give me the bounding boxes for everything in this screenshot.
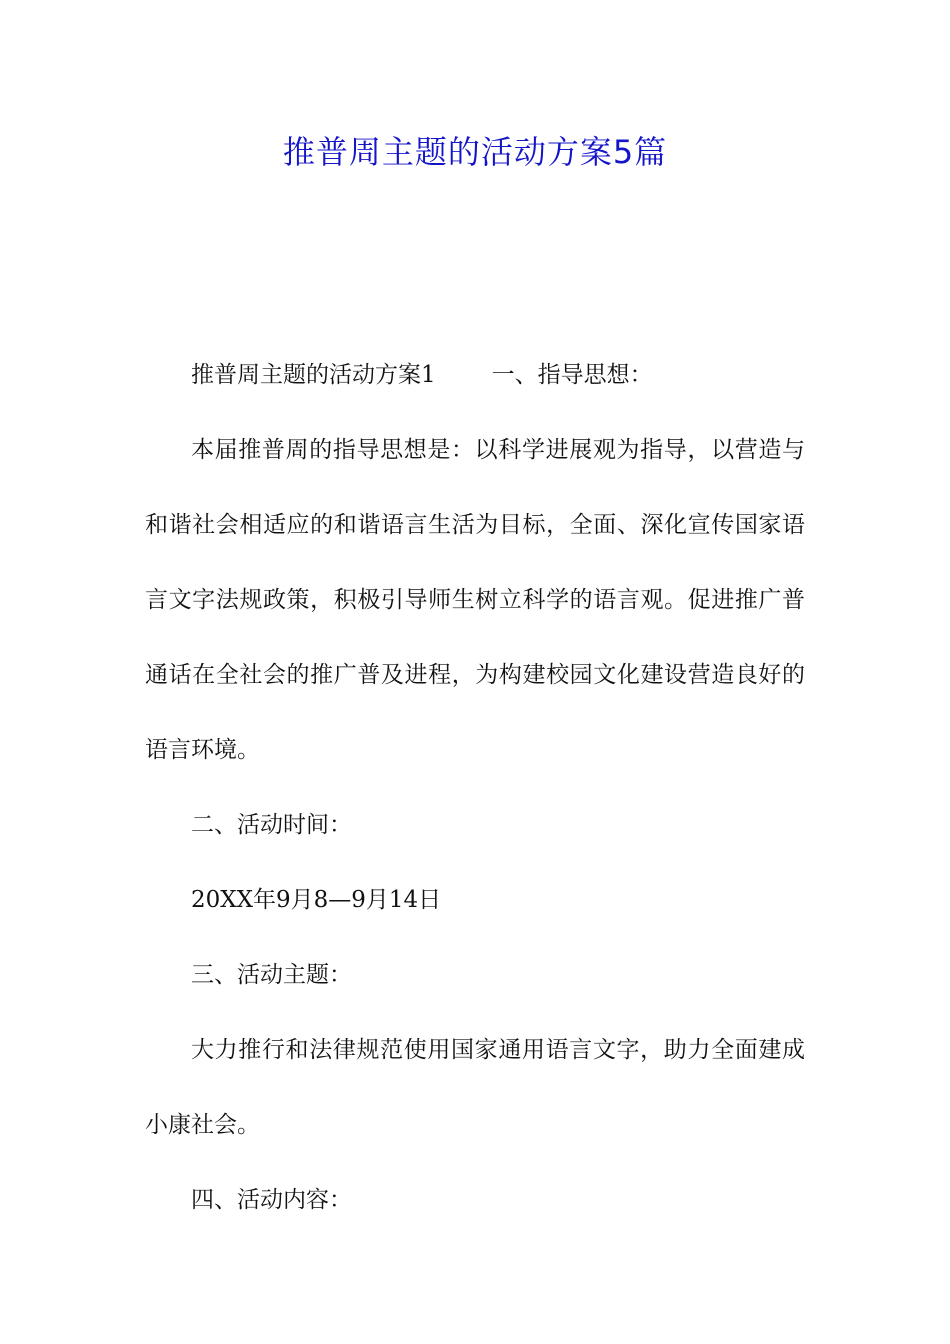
section-heading-activity-theme: 三、活动主题：	[191, 962, 352, 988]
document-title: 推普周主题的活动方案5篇	[282, 133, 668, 171]
section-heading-activity-content: 四、活动内容：	[191, 1187, 352, 1213]
paragraph-plan-heading	[145, 338, 805, 413]
paragraph-activity-time: 20XX年9月8—9月14日	[191, 887, 442, 913]
plan-title: 推普周主题的活动方案1	[191, 362, 436, 388]
paragraph-activity-theme: 大力推行和法律规范使用国家通用语言文字，助力全面建成小康社会。	[145, 1037, 805, 1138]
section-heading-guiding-thought: 一、指导思想：	[491, 362, 653, 388]
section-heading-activity-time: 二、活动时间：	[191, 812, 352, 838]
paragraph-guiding-thought: 本届推普周的指导思想是：以科学进展观为指导，以营造与和谐社会相适应的和谐语言生活为目标，全面、深化宣传国家语言文字法规政策，积极引导师生树立科学的语言观。促进推广普通话在全社会的推广普及进程，为构建校园文化建设营造良好的语言环境。	[145, 437, 805, 763]
document-body	[145, 338, 805, 1238]
